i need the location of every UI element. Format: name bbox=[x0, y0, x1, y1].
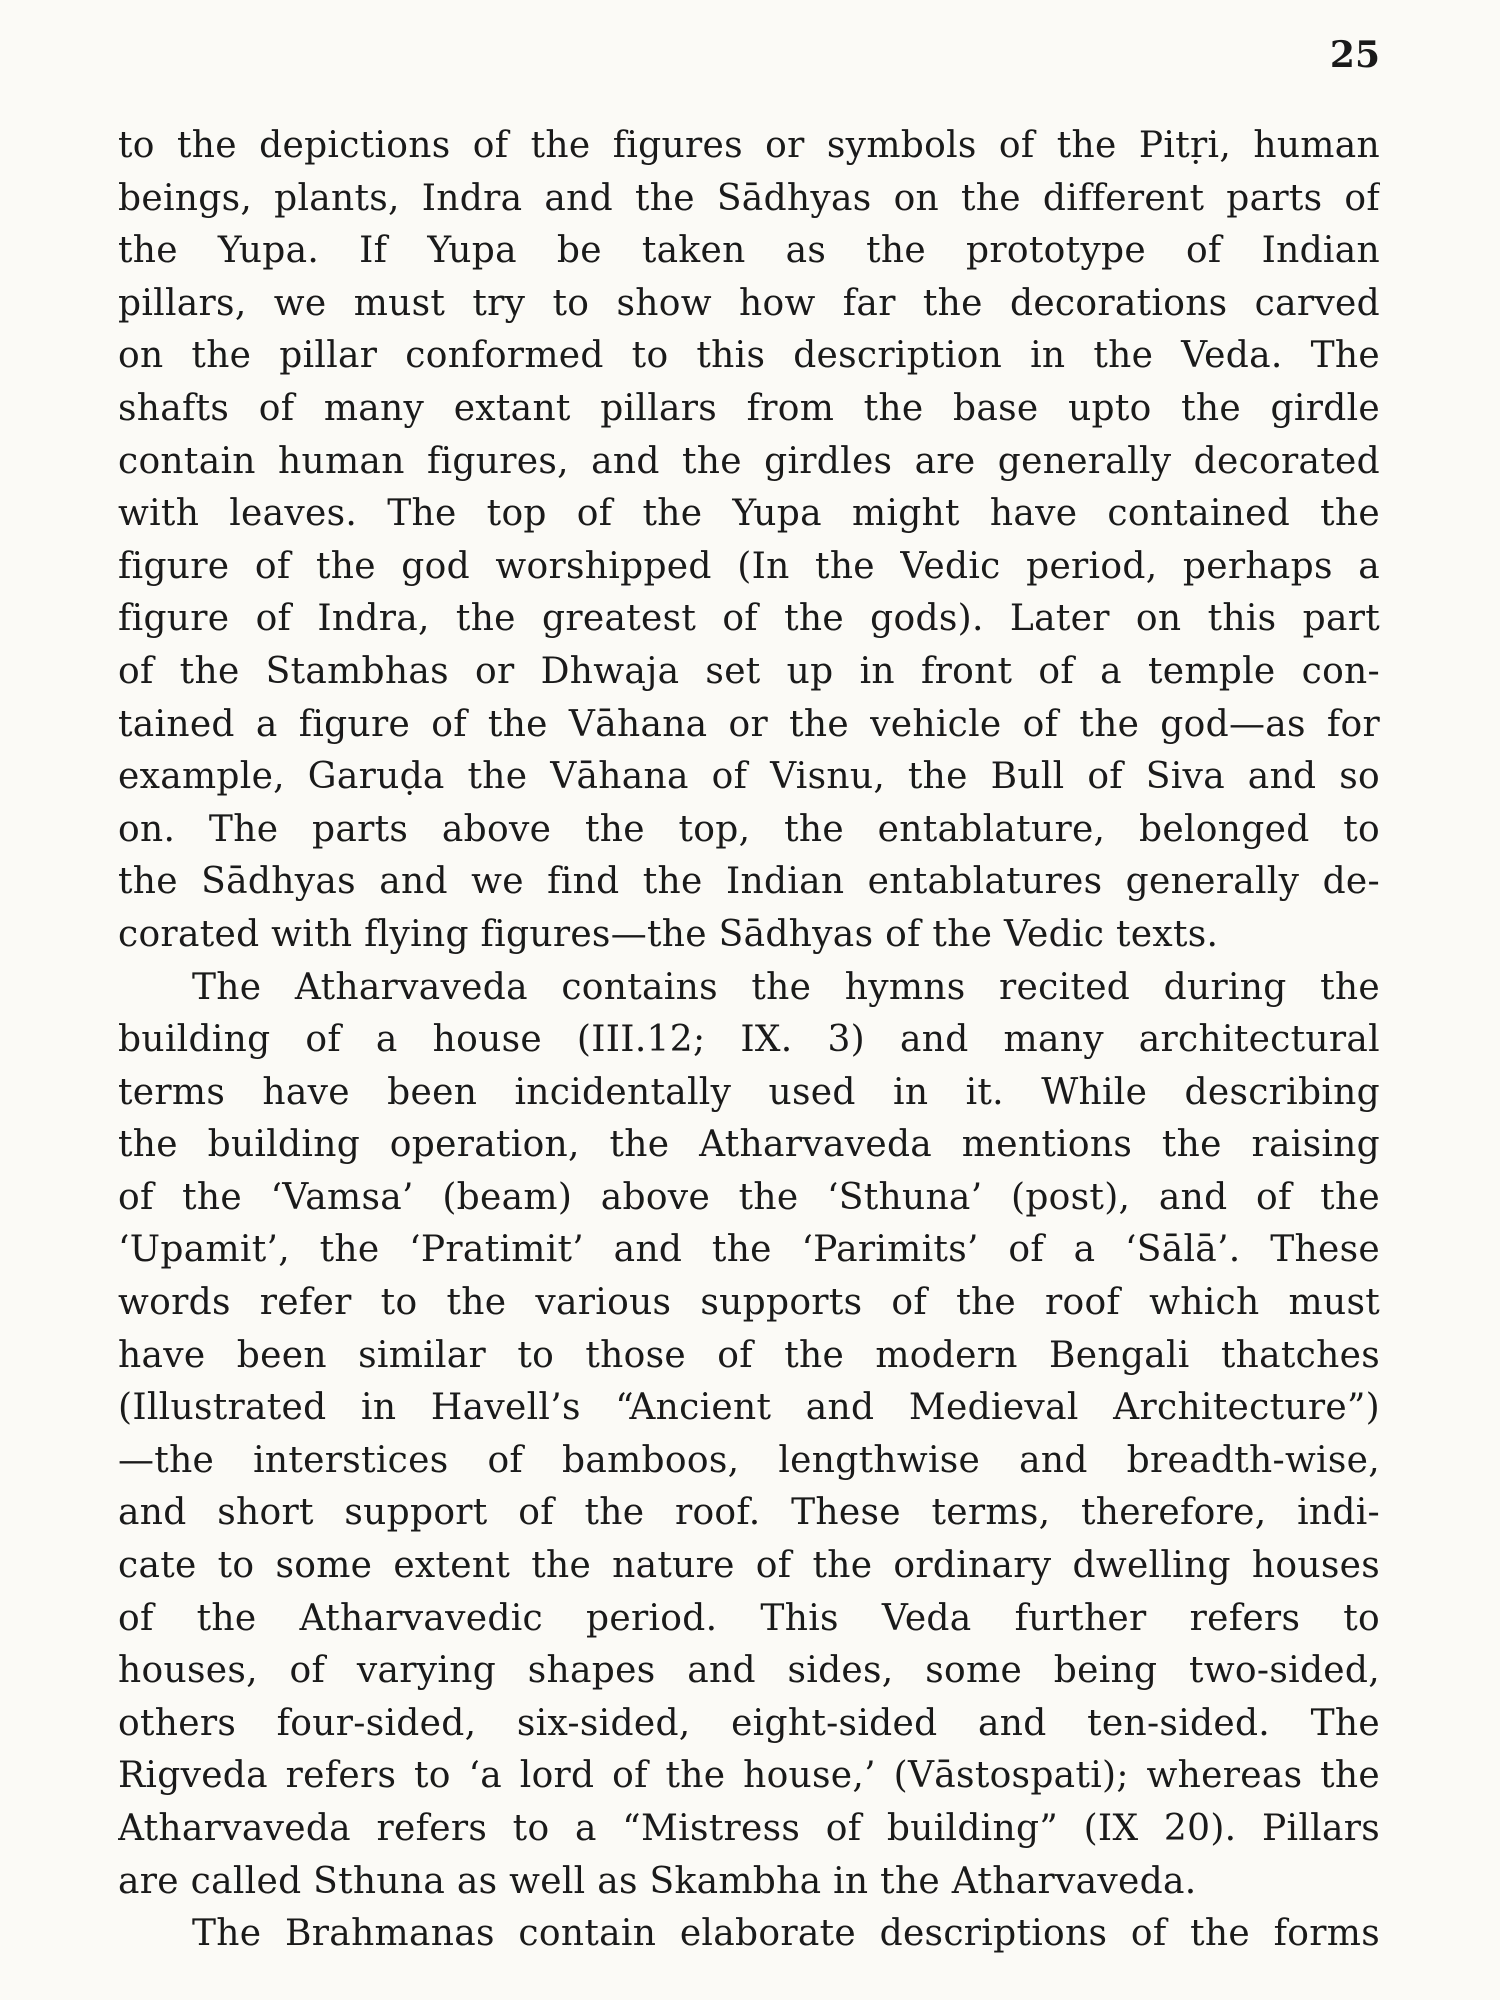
text-line: —the interstices of bamboos, lengthwise and breadth-wise, bbox=[118, 1439, 1380, 1481]
text-line: of the Atharvavedic period. This Veda further refers to bbox=[118, 1597, 1380, 1639]
text-line: beings, plants, Indra and the Sādhyas on the different parts of bbox=[118, 177, 1380, 219]
text-line: (Illustrated in Havell’s “Ancient and Medieval Architecture”) bbox=[118, 1387, 1380, 1429]
text-line: Atharvaveda refers to a “Mistress of building” (IX 20). Pillars bbox=[118, 1808, 1380, 1849]
text-line: on. The parts above the top, the entablature, belonged to bbox=[118, 808, 1380, 850]
page-number: 25 bbox=[1329, 34, 1380, 76]
text-line: and short support of the roof. These terms, therefore, indi- bbox=[118, 1492, 1380, 1534]
text-line: to the depictions of the figures or symbols of the Pitṛi, human bbox=[118, 125, 1380, 166]
text-line: example, Garuḍa the Vāhana of Visnu, the Bull of Siva and so bbox=[118, 756, 1380, 798]
text-line: are called Sthuna as well as Skambha in the Atharvaveda. bbox=[118, 1860, 1197, 1902]
text-line: The Brahmanas contain elaborate descriptions of the forms bbox=[192, 1913, 1380, 1955]
text-line: corated with flying figures—the Sādhyas of the Vedic texts. bbox=[118, 913, 1219, 955]
text-line: Rigveda refers to ‘a lord of the house,’ (Vāstospati); whereas the bbox=[118, 1755, 1380, 1797]
text-line: cate to some extent the nature of the ordinary dwelling houses bbox=[118, 1545, 1380, 1587]
text-line: shafts of many extant pillars from the base upto the girdle bbox=[118, 387, 1380, 429]
text-line: tained a figure of the Vāhana or the vehicle of the god—as for bbox=[118, 703, 1380, 745]
text-line: the building operation, the Atharvaveda mentions the raising bbox=[118, 1124, 1380, 1166]
text-line: have been similar to those of the modern Bengali thatches bbox=[118, 1334, 1380, 1376]
text-line: houses, of varying shapes and sides, some being two-sided, bbox=[118, 1650, 1380, 1692]
text-line: others four-sided, six-sided, eight-sided and ten-sided. The bbox=[118, 1702, 1380, 1744]
text-line: of the Stambhas or Dhwaja set up in front of a temple con- bbox=[118, 650, 1380, 692]
body-text bbox=[118, 120, 1380, 1961]
text-line: words refer to the various supports of the roof which must bbox=[118, 1282, 1380, 1324]
text-line: with leaves. The top of the Yupa might have contained the bbox=[118, 493, 1380, 535]
text-line: figure of Indra, the greatest of the gods). Later on this part bbox=[118, 598, 1380, 640]
text-line: figure of the god worshipped (In the Vedic period, perhaps a bbox=[118, 545, 1380, 587]
text-line: building of a house (III.12; IX. 3) and many architectural bbox=[118, 1019, 1380, 1061]
text-line: terms have been incidentally used in it. While describing bbox=[118, 1071, 1380, 1113]
text-line: on the pillar conformed to this description in the Veda. The bbox=[118, 335, 1380, 377]
text-line: contain human figures, and the girdles are generally decorated bbox=[118, 440, 1380, 482]
text-line: the Yupa. If Yupa be taken as the prototype of Indian bbox=[118, 230, 1380, 272]
text-line: the Sādhyas and we find the Indian entablatures generally de- bbox=[118, 861, 1380, 903]
text-line: of the ‘Vamsa’ (beam) above the ‘Sthuna’ (post), and of the bbox=[118, 1176, 1380, 1218]
text-line: ‘Upamit’, the ‘Pratimit’ and the ‘Parimits’ of a ‘Sālā’. These bbox=[118, 1229, 1380, 1271]
text-line: The Atharvaveda contains the hymns recited during the bbox=[192, 966, 1380, 1008]
text-line: pillars, we must try to show how far the decorations carved bbox=[118, 282, 1380, 324]
